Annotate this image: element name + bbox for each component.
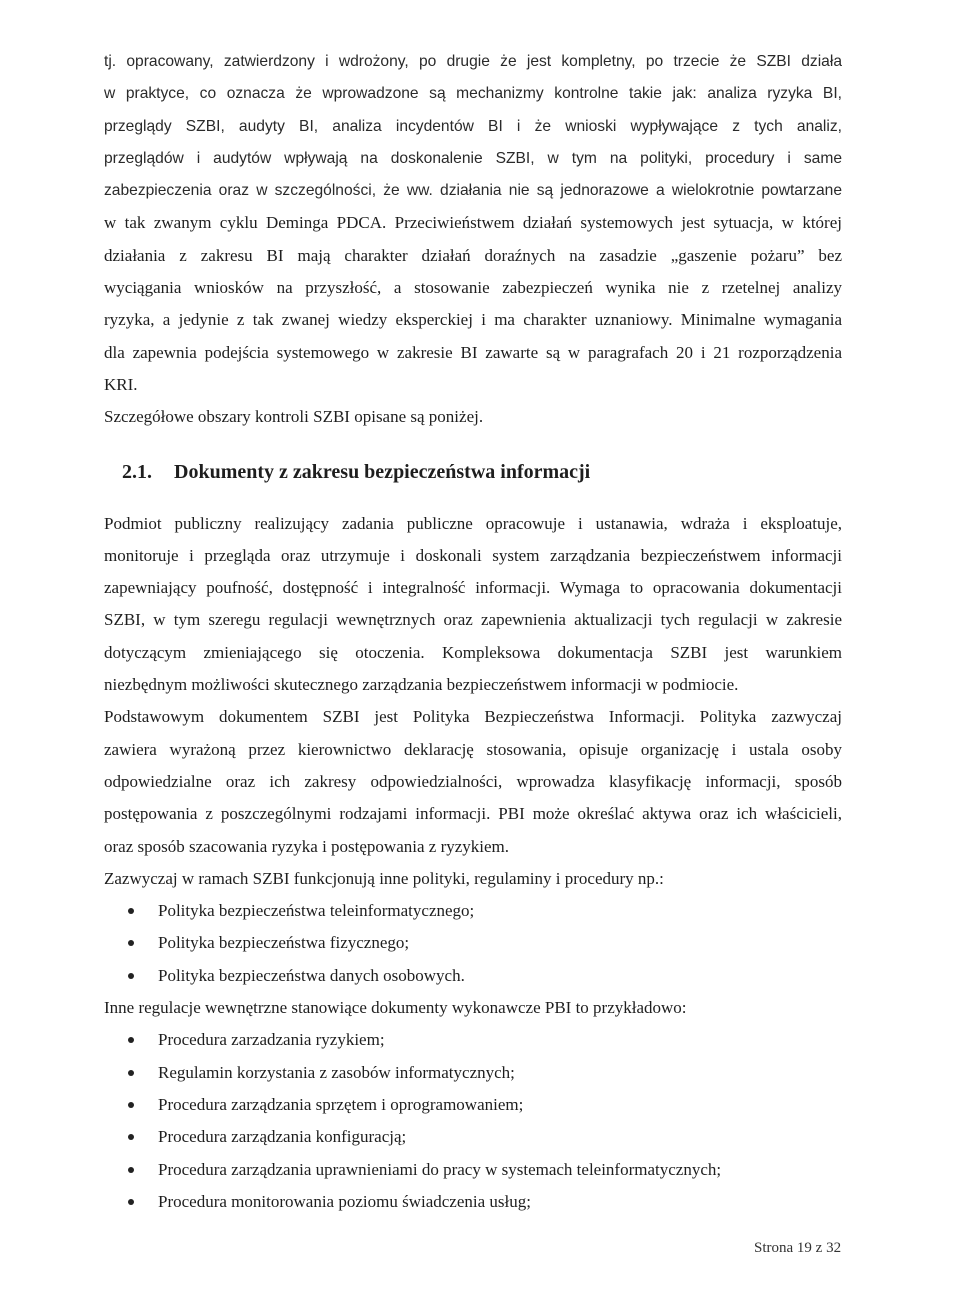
text-line: postępowania z poszczególnymi rodzajami informacji. PBI może określać aktywa oraz ich właścicieli,	[104, 804, 842, 824]
intro-paragraph	[104, 46, 842, 434]
text-line: KRI.	[104, 374, 138, 394]
text-line: dla zapewnia podejścia systemowego w zakresie BI zawarte są w paragrafach 20 i 21 rozporządzenia	[104, 342, 842, 362]
bullet-icon	[128, 973, 134, 979]
bullet-icon	[128, 1199, 134, 1205]
text-line: oraz sposób szacowania ryzyka i postępowania z ryzykiem.	[104, 836, 510, 856]
list-item: Polityka bezpieczeństwa fizycznego;	[104, 927, 842, 959]
text-line: Szczegółowe obszary kontroli SZBI opisane są poniżej.	[104, 407, 484, 427]
text-line: przeglądy SZBI, audyty BI, analiza incydentów BI i że wnioski wypływające z tych analiz,	[104, 117, 842, 135]
text-line: w tak zwanym cyklu Deminga PDCA. Przeciwieństwem działań systemowych jest sytuacja, w której	[104, 213, 842, 233]
bullet-icon	[128, 1070, 134, 1076]
list-1-intro: Zazwyczaj w ramach SZBI funkcjonują inne polityki, regulaminy i procedury np.:	[104, 868, 664, 888]
list-item: Polityka bezpieczeństwa danych osobowych.	[104, 960, 842, 992]
bullet-icon	[128, 908, 134, 914]
text-line: zabezpieczenia oraz w szczególności, że ww. działania nie są jednorazowe a wielokrotnie powtarzane	[104, 182, 842, 200]
procedures-list	[104, 1024, 842, 1218]
page-number: Strona 19 z 32	[754, 1240, 842, 1256]
section-title: Dokumenty z zakresu bezpieczeństwa informacji	[174, 460, 591, 483]
text-line: działania z zakresu BI mają charakter działań doraźnych na zasadzie „gaszenie pożaru” bez	[104, 245, 842, 265]
text-line: zapewniający poufność, dostępność i integralność informacji. Wymaga to opracowania dokumentacji	[104, 578, 842, 598]
text-line: tj. opracowany, zatwierdzony i wdrożony, po drugie że jest kompletny, po trzecie że SZBI działa	[104, 53, 842, 70]
section-number: 2.1.	[122, 460, 152, 483]
section-heading	[104, 456, 842, 488]
list-item: Polityka bezpieczeństwa teleinformatycznego;	[104, 895, 842, 927]
text-line: odpowiedzialne oraz ich zakresy odpowiedzialności, wprowadza klasyfikację informacji, sposób	[104, 771, 842, 791]
text-line: dotyczącym zmieniającego się otoczenia. Kompleksowa dokumentacja SZBI jest warunkiem	[104, 642, 842, 662]
list-item: Procedura zarządzania konfiguracją;	[104, 1121, 842, 1153]
paragraph-1	[104, 508, 842, 702]
policies-list	[104, 895, 842, 992]
list-item: Regulamin korzystania z zasobów informatycznych;	[104, 1057, 842, 1089]
text-line: zawiera wyrażoną przez kierownictwo deklarację stosowania, opisuje organizację i ustala osoby	[104, 739, 842, 759]
text-line: SZBI, w tym szeregu regulacji wewnętrznych oraz zapewnienia aktualizacji tych regulacji w zakresie	[104, 610, 842, 630]
list-item: Procedura zarządzania sprzętem i oprogramowaniem;	[104, 1089, 842, 1121]
list-2-intro: Inne regulacje wewnętrzne stanowiące dokumenty wykonawcze PBI to przykładowo:	[104, 998, 687, 1018]
list-item: Procedura zarządzania uprawnieniami do pracy w systemach teleinformatycznych;	[104, 1154, 842, 1186]
list-item: Procedura zarzadzania ryzykiem;	[104, 1024, 842, 1056]
bullet-icon	[128, 1037, 134, 1043]
text-line: w praktyce, co oznacza że wprowadzone są mechanizmy kontrolne takie jak: analiza ryzyka BI,	[104, 85, 842, 103]
paragraph-2	[104, 701, 842, 862]
list-item: Procedura monitorowania poziomu świadczenia usług;	[104, 1186, 842, 1218]
bullet-icon	[128, 1134, 134, 1140]
text-line: monitoruje i przegląda oraz utrzymuje i doskonali system zarządzania bezpieczeństwem informacji	[104, 545, 842, 565]
bullet-icon	[128, 940, 134, 946]
text-line: ryzyka, a jedynie z tak zwanej wiedzy eksperckiej i ma charakter uznaniowy. Minimalne wymagania	[104, 310, 842, 330]
text-line: Podmiot publiczny realizujący zadania publiczne opracowuje i ustanawia, wdraża i eksploatuje,	[104, 513, 842, 533]
text-line: Podstawowym dokumentem SZBI jest Polityka Bezpieczeństwa Informacji. Polityka zazwyczaj	[104, 707, 842, 727]
bullet-icon	[128, 1102, 134, 1108]
bullet-icon	[128, 1167, 134, 1173]
text-line: przeglądów i audytów wpływają na doskonalenie SZBI, w tym na polityki, procedury i same	[104, 149, 842, 167]
text-line: niezbędnym możliwości skutecznego zarządzania bezpieczeństwem informacji w podmiocie.	[104, 675, 739, 695]
document-page	[104, 46, 842, 1218]
text-line: wyciągania wniosków na przyszłość, a stosowanie zabezpieczeń wynika nie z rzetelnej analizy	[104, 278, 842, 298]
